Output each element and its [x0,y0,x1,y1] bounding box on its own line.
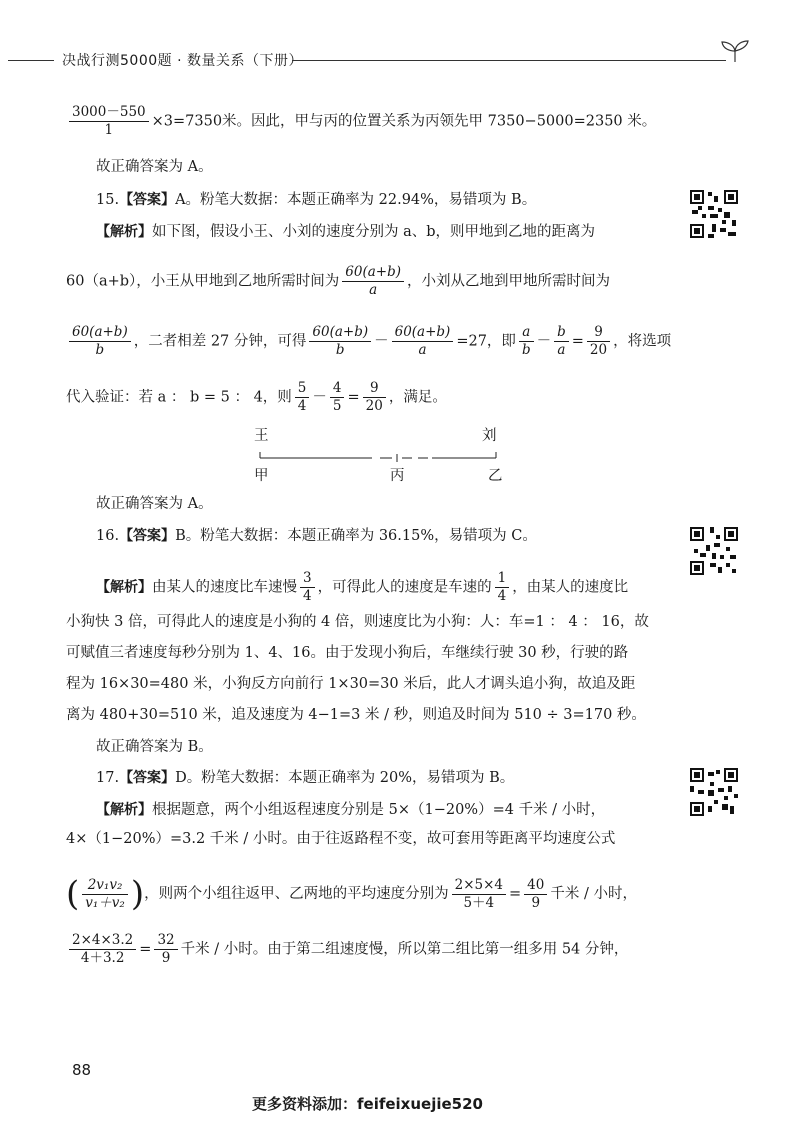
fraction: $\frac{2\times 4\times 3.2}{4+3.2}$ [69,932,136,967]
label-yi: 乙 [488,468,503,484]
fraction: $\frac{2\times 5\times 4}{5+4}$ [452,877,506,912]
q16-analysis-line: 小狗快 3 倍，可得此人的速度是小狗的 4 倍，则速度比为小狗：人：车=1 ： 4 ： 16，故 [66,614,649,630]
label-jia: 甲 [254,468,269,484]
q17-analysis-line: $\frac{2\times 4\times 3.2}{4+3.2}$ = $\frac{32}{9}$ 千米 / 小时。由于第二组速度慢，所以第二组比第一组多用 54 分钟， [66,932,628,967]
q15-analysis-line: 【解析】如下图，假设小王、小刘的速度分别为 a、b，则甲地到乙地的距离为 [96,224,596,240]
fraction: $\frac{3000-550}{1}$ [69,104,149,139]
header-rule-right [292,60,726,61]
label-bing: 丙 [390,468,405,484]
fraction: $\frac{40}{9}$ [524,877,547,912]
q16-analysis-line: 可赋值三者速度每秒分别为 1、4、16。由于发现小狗后，车继续行驶 30 秒，行驶的路 [66,645,629,661]
q16-conclusion: 故正确答案为 B。 [96,739,213,755]
paren-right: ) [130,874,145,914]
fraction: $\frac{3}{4}$ [300,570,315,605]
header-rule-left [8,60,54,61]
q15-analysis-line: 代入验证：若 a ： b = 5 ： 4，则 $\frac{5}{4}$ － $\frac{4}{5}$ = $\frac{9}{20}$ ，满足。 [66,380,447,414]
fraction: $\frac{\text{2v₁v₂}}{\text{v₁＋v₂}}$ [82,877,128,912]
q16-answer: 16.【答案】B。粉笔大数据：本题正确率为 36.15%，易错项为 C。 [96,528,537,544]
q16-analysis-line: 离为 480+30=510 米，追及速度为 4−1=3 米 / 秒，则追及时间为 510 ÷ 3=170 秒。 [66,707,646,723]
fraction: $\frac{60(a+b)}{a}$ [342,264,404,299]
qr-code-icon [688,766,740,818]
footer-note: 更多资料添加：feifeixuejie520 [252,1095,483,1113]
q17-analysis-line: 4×（1−20%）=3.2 千米 / 小时。由于往返路程不变，故可套用等距离平均速度公式 [66,831,616,847]
running-header [0,46,800,70]
fraction: $\frac{1}{4}$ [495,570,510,605]
fraction: $\frac{5}{4}$ [295,380,310,415]
fraction: $\frac{9}{20}$ [363,380,386,415]
route-line [252,444,522,464]
fraction: $\frac{60(a+b)}{a}$ [392,324,454,359]
fraction: $\frac{60(a+b)}{b}$ [309,324,371,359]
continuation-line: $\frac{3000-550}{1}$ ×3=7350米。因此，甲与丙的位置关系为丙领先甲 7350−5000=2350 米。 [66,104,656,139]
qr-code-icon [688,525,740,577]
page-number: 88 [72,1061,92,1079]
fraction: $\frac{60(a+b)}{b}$ [69,324,131,359]
label-wang: 王 [254,428,269,444]
header-title: 决战行测5000题 · 数量关系（下册） [62,53,303,69]
paren-left: ( [66,874,80,914]
q15-analysis-line: 60（a+b），小王从甲地到乙地所需时间为 $\frac{60(a+b)}{a}$ ，小刘从乙地到甲地所需时间为 [66,264,610,298]
position-diagram [252,424,522,486]
sprout-icon [718,38,752,64]
fraction: $\frac{b}{a}$ [554,324,569,359]
q15-analysis-line: $\frac{60(a+b)}{b}$ ，二者相差 27 分钟，可得 $\frac{60(a+b)}{b}$ － $\frac{60(a+b)}{a}$ =27，即 $\frac{a}{b}$ － $\frac{b}{a}$ = $\frac{9}{20}$ ，将选项 [66,324,671,359]
conclusion-prev: 故正确答案为 A。 [96,159,213,175]
q17-analysis-line: ( $\frac{\text{2v₁v₂}}{\text{v₁＋v₂}}$ )，则两个小组往返甲、乙两地的平均速度分别为 $\frac{2\times 5\times 4}{5+4}$ = $\frac{40}{9}$ 千米 / 小时， [66,874,637,914]
fraction: $\frac{4}{5}$ [330,380,345,415]
label-liu: 刘 [482,428,497,444]
q17-analysis-line: 【解析】根据题意，两个小组返程速度分别是 5×（1−20%）=4 千米 / 小时， [96,802,606,818]
q17-answer: 17.【答案】D。粉笔大数据：本题正确率为 20%，易错项为 B。 [96,770,515,786]
q16-analysis-line: 【解析】由某人的速度比车速慢 $\frac{3}{4}$ ，可得此人的速度是车速的 $\frac{1}{4}$ ，由某人的速度比 [96,570,629,604]
fraction: $\frac{a}{b}$ [519,324,534,359]
fraction: $\frac{32}{9}$ [154,932,177,967]
qr-code-icon [688,188,740,240]
q15-answer: 15.【答案】A。粉笔大数据：本题正确率为 22.94%，易错项为 B。 [96,192,537,208]
fraction: $\frac{9}{20}$ [587,324,610,359]
q15-conclusion: 故正确答案为 A。 [96,496,213,512]
q16-analysis-line: 程为 16×30=480 米，小狗反方向前行 1×30=30 米后，此人才调头追小狗，故追及距 [66,676,636,692]
